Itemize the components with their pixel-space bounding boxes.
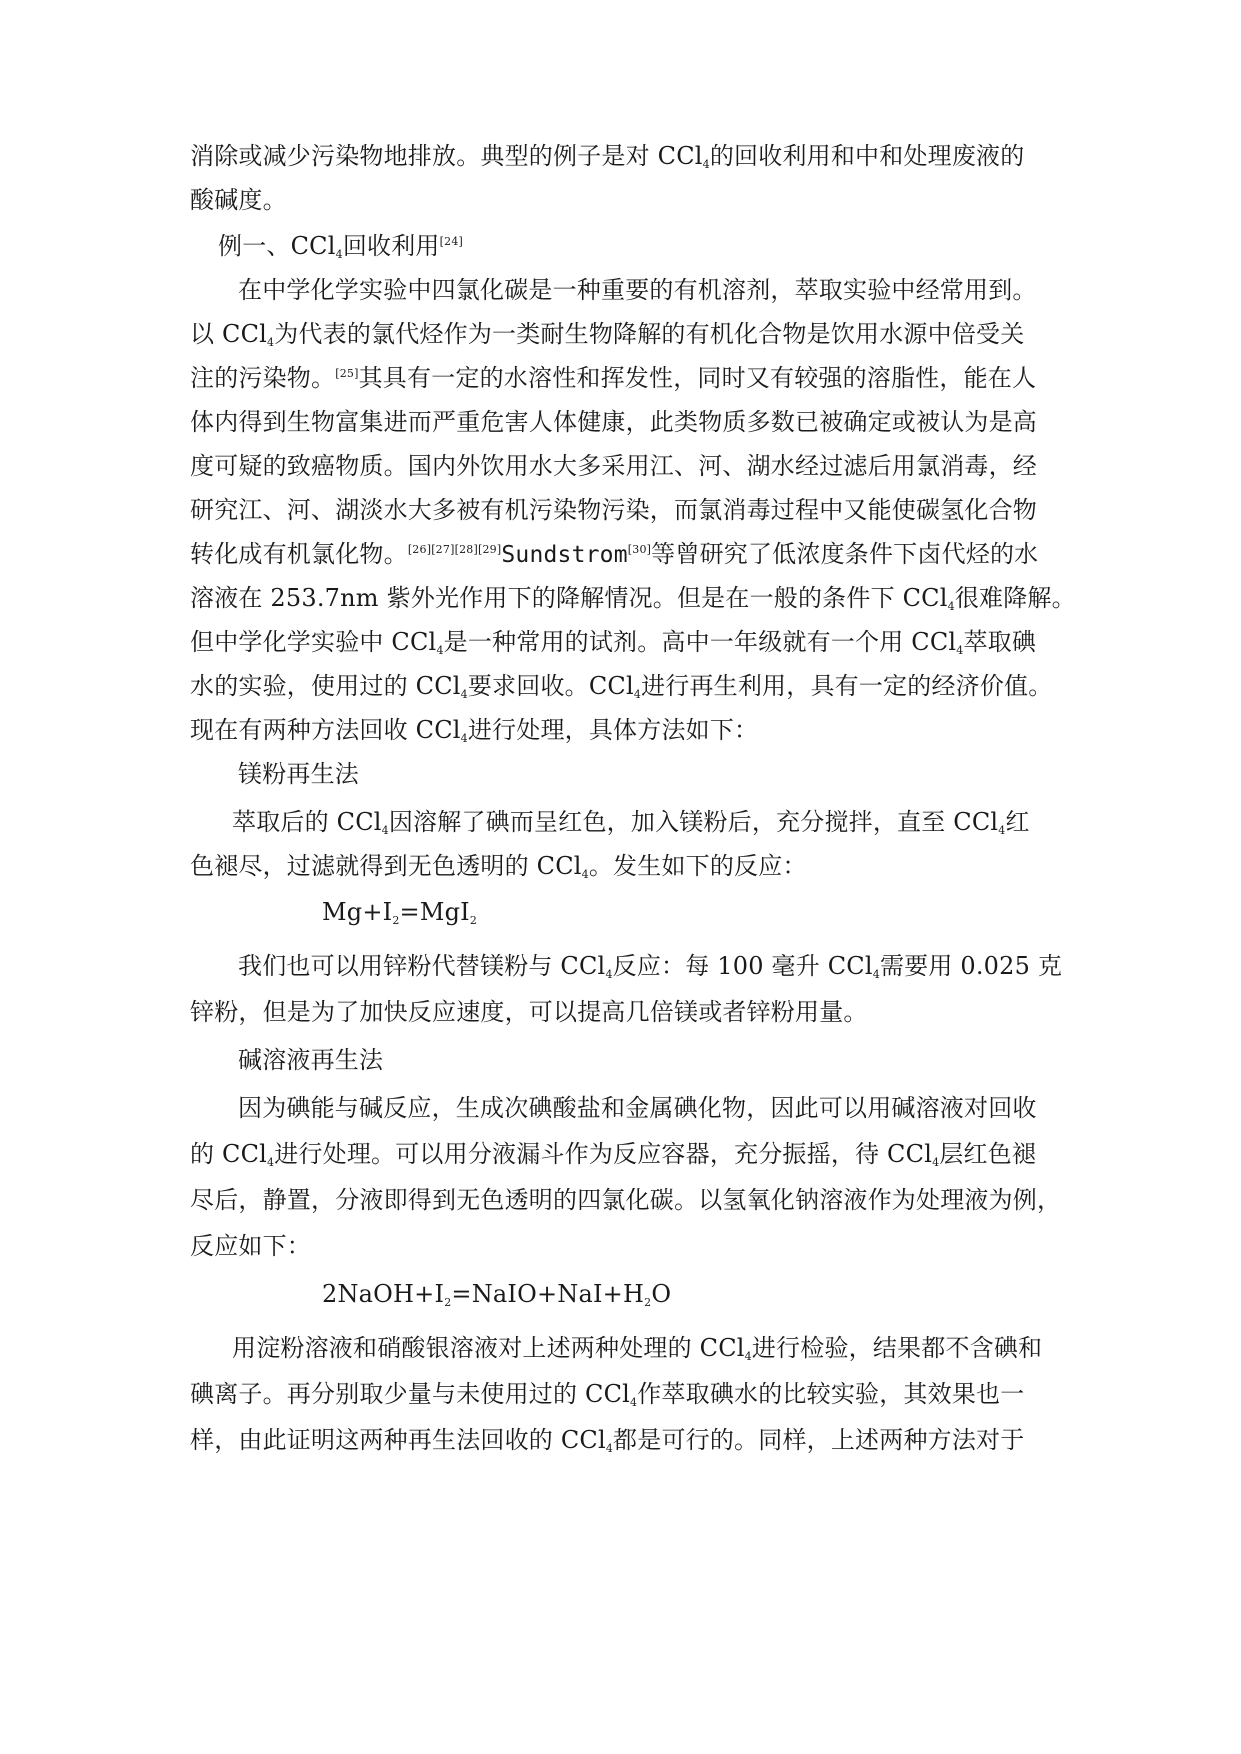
text-line: 在中学化学实验中四氯化碳是一种重要的有机溶剂，萃取实验中经常用到。 bbox=[238, 276, 1037, 304]
text-line: 溶液在 253.7nm 紫外光作用下的降解情况。但是在一般的条件下 CCl$_4$很难降解。 bbox=[190, 584, 1076, 613]
text-line: 但中学化学实验中 CCl$_4$是一种常用的试剂。高中一年级就有一个用 CCl$_4$萃取碘 bbox=[190, 628, 1037, 657]
text-line: 我们也可以用锌粉代替镁粉与 CCl$_4$反应：每 100 毫升 CCl$_4$需要用 0.025 克 bbox=[238, 952, 1063, 981]
text-line: 以 CCl$_4$为代表的氯代烃作为一类耐生物降解的有机化合物是饮用水源中倍受关 bbox=[190, 320, 1025, 349]
equation-magnesium: $Mg+I_2=MgI_2$ bbox=[322, 898, 478, 927]
example-heading: 例一、CCl$_4$回收利用[24] bbox=[218, 232, 464, 261]
citation: [24] bbox=[439, 235, 464, 248]
text-line: 度可疑的致癌物质。国内外饮用水大多采用江、河、湖水经过滤后用氯消毒，经 bbox=[190, 452, 1037, 480]
text-line: 消除或减少污染物地排放。典型的例子是对 CCl$_4$的回收利用和中和处理废液的 bbox=[190, 142, 1025, 171]
text-line: 注的污染物。[25]其具有一定的水溶性和挥发性，同时又有较强的溶脂性，能在人 bbox=[190, 364, 1037, 392]
text-line: 碘离子。再分别取少量与未使用过的 CCl$_4$作萃取碘水的比较实验，其效果也一 bbox=[190, 1380, 1025, 1409]
text-line: 水的实验，使用过的 CCl$_4$要求回收。CCl$_4$进行再生利用，具有一定的经济价值。 bbox=[190, 672, 1053, 701]
equation-sodium-hydroxide: $2NaOH+I_2=NaIO+NaI+H_2O$ bbox=[322, 1280, 672, 1309]
citation: [30] bbox=[627, 543, 652, 556]
citation: [26][27][28][29] bbox=[407, 543, 502, 556]
text-line: 酸碱度。 bbox=[190, 186, 287, 214]
citation: [25] bbox=[335, 367, 359, 380]
text-line: 样，由此证明这两种再生法回收的 CCl$_4$都是可行的。同样，上述两种方法对于 bbox=[190, 1426, 1025, 1455]
text-line: 转化成有机氯化物。[26][27][28][29]Sundstrom[30]等曾研究了低浓度条件下卤代烃的水 bbox=[190, 540, 1039, 568]
text-line: 色褪尽，过滤就得到无色透明的 CCl$_4$。发生如下的反应： bbox=[190, 852, 807, 881]
text-line: 反应如下： bbox=[190, 1232, 311, 1260]
text-line: 用淀粉溶液和硝酸银溶液对上述两种处理的 CCl$_4$进行检验，结果都不含碘和 bbox=[232, 1334, 1043, 1363]
text-line: 尽后，静置，分液即得到无色透明的四氯化碳。以氢氧化钠溶液作为处理液为例， bbox=[190, 1186, 1062, 1214]
text-line: 因为碘能与碱反应，生成次碘酸盐和金属碘化物，因此可以用碱溶液对回收 bbox=[238, 1094, 1037, 1122]
text-line: 体内得到生物富集进而严重危害人体健康，此类物质多数已被确定或被认为是高 bbox=[190, 408, 1037, 436]
text-line: 的 CCl$_4$进行处理。可以用分液漏斗作为反应容器，充分振摇，待 CCl$_4$层红色褪 bbox=[190, 1140, 1037, 1169]
section-heading-magnesium: 镁粉再生法 bbox=[238, 760, 359, 788]
text-line: 现在有两种方法回收 CCl$_4$进行处理，具体方法如下： bbox=[190, 716, 759, 745]
text-line: 萃取后的 CCl$_4$因溶解了碘而呈红色，加入镁粉后，充分搅拌，直至 CCl$_4$红 bbox=[232, 808, 1030, 837]
text-line: 研究江、河、湖淡水大多被有机污染物污染，而氯消毒过程中又能使碳氢化合物 bbox=[190, 496, 1037, 524]
section-heading-alkali: 碱溶液再生法 bbox=[238, 1046, 384, 1074]
text-line: 锌粉，但是为了加快反应速度，可以提高几倍镁或者锌粉用量。 bbox=[190, 998, 868, 1026]
